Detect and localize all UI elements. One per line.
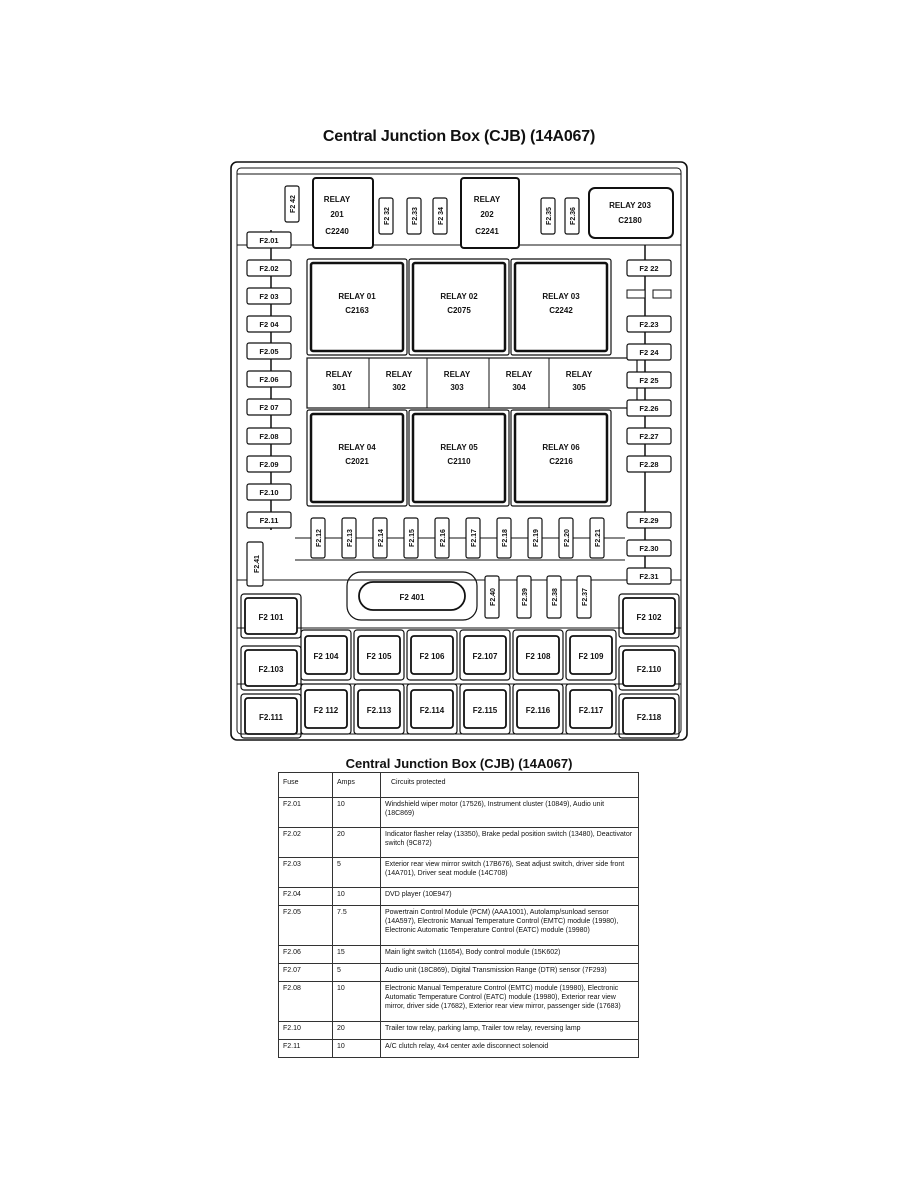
circuits-cell: Powertrain Control Module (PCM) (AAA1001), Autolamp/sunload sensor (14A597), Electronic Manual Temperature Control (EMTC) module (19980), Electronic Automatic Temperature Control (EATC) module (19980) (381, 906, 639, 946)
left-fuse-label: F2.10 (259, 488, 279, 497)
top-fuse-label: F2.35 (546, 207, 553, 225)
maxi-grid-label: F2.107 (472, 652, 498, 661)
mid-relay-label: RELAY (443, 370, 471, 379)
left-fuse-label: F2.01 (259, 236, 279, 245)
maxi-grid-label: F2.115 (472, 706, 498, 715)
relay-5-code: C2110 (447, 457, 471, 466)
left-fuse-label: F2 04 (259, 320, 279, 329)
relay-203-label: RELAY 203 (609, 201, 651, 210)
left-fuse-label: F2.08 (259, 432, 279, 441)
mid-relay-label: RELAY (325, 370, 353, 379)
maxi-left-label: F2.111 (258, 713, 284, 722)
maxi-left-label: F2 101 (258, 613, 284, 622)
top-fuse-label: F2 42 (290, 195, 297, 213)
table-row (279, 828, 639, 858)
maxi-grid-label: F2.113 (366, 706, 392, 715)
maxi-grid-label: F2 112 (313, 706, 339, 715)
relay-4-code: C2021 (345, 457, 369, 466)
row-fuse-label: F2.18 (502, 529, 509, 547)
relay-1-code: C2163 (345, 306, 369, 315)
right-fuse-label: F2.30 (639, 544, 659, 553)
top-fuse-label: F2.36 (570, 207, 577, 225)
left-fuse-label: F2.09 (259, 460, 279, 469)
mid-relay-number: 305 (572, 383, 586, 392)
amps-cell: 10 (333, 1040, 381, 1058)
relay-2-label: RELAY 02 (440, 292, 478, 301)
row-fuse-label: F2.19 (533, 529, 540, 547)
table-row (279, 1040, 639, 1058)
junction-box-diagram (229, 160, 689, 742)
row-fuse-label: F2.14 (378, 529, 385, 547)
left-fuse-label: F2.05 (259, 347, 279, 356)
row-fuse-label: F2.15 (409, 529, 416, 547)
table-header-row (279, 773, 639, 798)
table-row (279, 888, 639, 906)
left-fuse-label: F2.11 (259, 516, 279, 525)
amps-cell: 20 (333, 828, 381, 858)
relay-6-code: C2216 (549, 457, 573, 466)
relay-201-label: RELAY (323, 195, 351, 204)
mid-relay-label: RELAY (505, 370, 533, 379)
top-fuse-label: F2 34 (438, 207, 445, 225)
maxi-grid-label: F2 109 (578, 652, 604, 661)
amps-cell: 15 (333, 946, 381, 964)
fuse-cell: F2.10 (279, 1022, 333, 1040)
header-amps: Amps (333, 773, 381, 798)
mid-relay-label: RELAY (565, 370, 593, 379)
row-fuse-label: F2.16 (440, 529, 447, 547)
row-fuse-label: F2.20 (564, 529, 571, 547)
fuse-cell: F2.08 (279, 982, 333, 1022)
table-row (279, 798, 639, 828)
table-row (279, 964, 639, 982)
row-fuse-label: F2.21 (595, 529, 602, 547)
amps-cell: 10 (333, 888, 381, 906)
right-fuse-label: F2.31 (639, 572, 659, 581)
maxi-grid-label: F2 105 (366, 652, 392, 661)
relay-1-label: RELAY 01 (338, 292, 376, 301)
maxi-left-label: F2.103 (258, 665, 284, 674)
table-row (279, 1022, 639, 1040)
maxi-right-label: F2.118 (636, 713, 662, 722)
maxi-grid-label: F2 104 (313, 652, 339, 661)
maxi-grid-label: F2.116 (525, 706, 551, 715)
lower-fuse-label: F2.38 (552, 588, 559, 606)
left-fuse-label: F2 03 (259, 292, 279, 301)
diagram-title: Central Junction Box (CJB) (14A067) (322, 128, 596, 145)
circuits-cell: Exterior rear view mirror switch (17B676), Seat adjust switch, driver side front (14A701), Driver seat module (14C708) (381, 858, 639, 888)
mid-relay-number: 301 (332, 383, 346, 392)
right-fuse-label: F2.28 (639, 460, 659, 469)
maxi-right-label: F2.110 (636, 665, 662, 674)
right-fuse-label: F2 22 (639, 264, 659, 273)
lower-fuse-label: F2.40 (490, 588, 497, 606)
maxi-right-label: F2 102 (636, 613, 662, 622)
relay-2-code: C2075 (447, 306, 471, 315)
table-row (279, 946, 639, 964)
row-fuse-label: F2.12 (316, 529, 323, 547)
relay-5-label: RELAY 05 (440, 443, 478, 452)
circuits-cell: Indicator flasher relay (13350), Brake pedal position switch (13480), Deactivator switch (9C872) (381, 828, 639, 858)
amps-cell: 7.5 (333, 906, 381, 946)
fuse-cell: F2.05 (279, 906, 333, 946)
row-fuse-label: F2.17 (471, 529, 478, 547)
amps-cell: 5 (333, 858, 381, 888)
table-row (279, 982, 639, 1022)
maxi-grid-label: F2.114 (419, 706, 445, 715)
relay-201-code: C2240 (325, 227, 349, 236)
pad (653, 290, 671, 298)
relay-4-label: RELAY 04 (338, 443, 376, 452)
row-fuse-label: F2.13 (347, 529, 354, 547)
left-fuse-label: F2.02 (259, 264, 279, 273)
right-fuse-label: F2.26 (639, 404, 659, 413)
left-fuse-label: F2 07 (259, 403, 279, 412)
fuse-f401-label: F2 401 (399, 593, 425, 602)
circuits-cell: Trailer tow relay, parking lamp, Trailer tow relay, reversing lamp (381, 1022, 639, 1040)
mid-relay-number: 304 (512, 383, 526, 392)
circuits-cell: A/C clutch relay, 4x4 center axle disconnect solenoid (381, 1040, 639, 1058)
mid-relay-number: 302 (392, 383, 406, 392)
top-fuse-label: F2 32 (384, 207, 391, 225)
fuse-cell: F2.07 (279, 964, 333, 982)
relay-3-code: C2242 (549, 306, 573, 315)
table-title: Central Junction Box (CJB) (14A067) (345, 756, 573, 771)
fuse-cell: F2.04 (279, 888, 333, 906)
right-fuse-label: F2.23 (639, 320, 659, 329)
relay-201-number: 201 (330, 210, 344, 219)
right-fuse-label: F2 25 (639, 376, 659, 385)
amps-cell: 10 (333, 798, 381, 828)
relay-203 (589, 188, 673, 238)
circuits-cell: DVD player (10E947) (381, 888, 639, 906)
circuits-cell: Electronic Manual Temperature Control (EMTC) module (19980), Electronic Automatic Temperature Control (EATC) module (19980), Exterior rear view mirror, driver side (17682), Exterior rear view mirror, passenger side (17683) (381, 982, 639, 1022)
fuse-cell: F2.06 (279, 946, 333, 964)
amps-cell: 20 (333, 1022, 381, 1040)
right-fuse-label: F2 24 (639, 348, 659, 357)
relay-3-label: RELAY 03 (542, 292, 580, 301)
fuse-table (278, 772, 639, 1058)
relay-203-code: C2180 (618, 216, 642, 225)
fuse-f241-label: F2.41 (254, 555, 261, 573)
top-fuse-label: F2.33 (412, 207, 419, 225)
maxi-grid-label: F2.117 (578, 706, 604, 715)
relay-202-label: RELAY (473, 195, 501, 204)
lower-fuse-label: F2.37 (582, 588, 589, 606)
mid-relay-label: RELAY (385, 370, 413, 379)
mid-relay-number: 303 (450, 383, 464, 392)
header-circuits: Circuits protected (381, 773, 639, 798)
fuse-cell: F2.11 (279, 1040, 333, 1058)
amps-cell: 10 (333, 982, 381, 1022)
circuits-cell: Windshield wiper motor (17526), Instrument cluster (10849), Audio unit (18C869) (381, 798, 639, 828)
right-fuse-label: F2.27 (639, 432, 659, 441)
pad (627, 290, 645, 298)
fuse-cell: F2.01 (279, 798, 333, 828)
amps-cell: 5 (333, 964, 381, 982)
right-fuse-label: F2.29 (639, 516, 659, 525)
circuits-cell: Audio unit (18C869), Digital Transmission Range (DTR) sensor (7F293) (381, 964, 639, 982)
fuse-cell: F2.03 (279, 858, 333, 888)
relay-202-code: C2241 (475, 227, 499, 236)
left-fuse-label: F2.06 (259, 375, 279, 384)
maxi-grid-label: F2 106 (419, 652, 445, 661)
header-fuse: Fuse (279, 773, 333, 798)
table-row (279, 858, 639, 888)
lower-fuse-label: F2.39 (522, 588, 529, 606)
relay-6-label: RELAY 06 (542, 443, 580, 452)
maxi-grid-label: F2 108 (525, 652, 551, 661)
relay-202-number: 202 (480, 210, 494, 219)
fuse-cell: F2.02 (279, 828, 333, 858)
circuits-cell: Main light switch (11654), Body control module (15K602) (381, 946, 639, 964)
table-row (279, 906, 639, 946)
